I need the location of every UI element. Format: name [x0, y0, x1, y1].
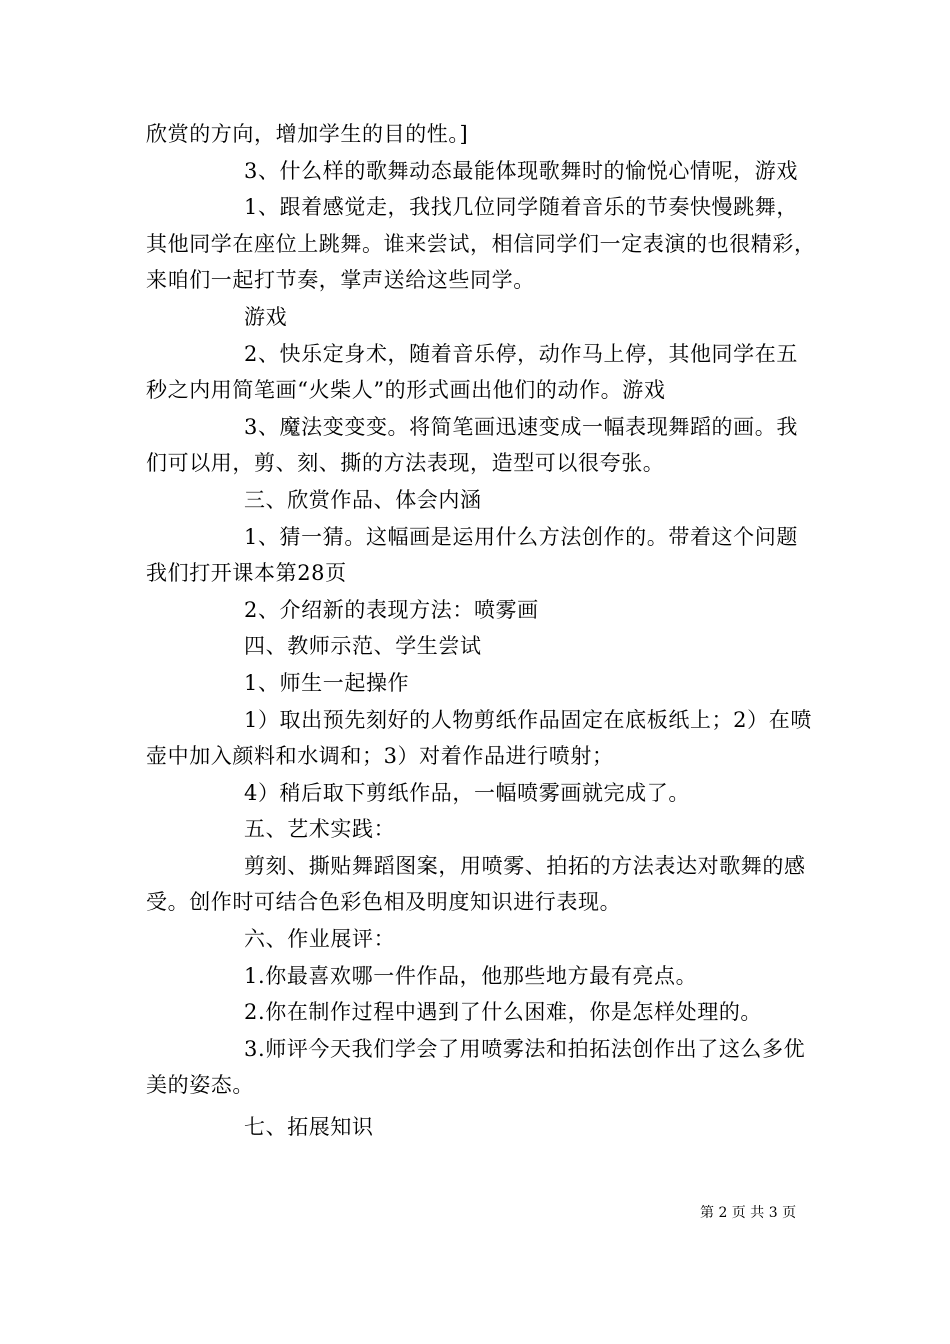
paragraph: 1、跟着感觉走，我找几位同学随着音乐的节奏快慢跳舞，其他同学在座位上跳舞。谁来尝试，相信同学们一定表演的也很精彩，来咱们一起打节奏，掌声送给这些同学。	[146, 195, 816, 293]
section-heading: 四、教师示范、学生尝试	[244, 634, 482, 659]
paragraph: 游戏	[244, 304, 288, 329]
section-heading: 七、拓展知识	[244, 1115, 374, 1140]
page-number-footer: 第 2 页 共 3 页	[700, 1205, 797, 1221]
paragraph: 2.你在制作过程中遇到了什么困难，你是怎样处理的。	[244, 1000, 763, 1025]
paragraph: 1、师生一起操作	[244, 670, 410, 695]
section-heading: 三、欣赏作品、体会内涵	[244, 487, 482, 512]
paragraph: 3、什么样的歌舞动态最能体现歌舞时的愉悦心情呢，游戏	[244, 158, 798, 183]
paragraph: 2、快乐定身术，随着音乐停，动作马上停，其他同学在五秒之内用简笔画“火柴人”的形式画出他们的动作。游戏	[146, 341, 798, 403]
paragraph: 2、介绍新的表现方法：喷雾画	[244, 597, 539, 622]
paragraph: 欣赏的方向，增加学生的目的性。]	[146, 122, 469, 146]
section-heading: 六、作业展评：	[244, 927, 396, 952]
paragraph: 3、魔法变变变。将简笔画迅速变成一幅表现舞蹈的画。我们可以用，剪、刻、撕的方法表现，造型可以很夸张。	[146, 414, 798, 476]
document-body	[146, 116, 818, 1146]
paragraph: 1、猜一猜。这幅画是运用什么方法创作的。带着这个问题我们打开课本第28页	[146, 524, 798, 586]
paragraph: 1.你最喜欢哪一件作品，他那些地方最有亮点。	[244, 963, 698, 988]
paragraph: 剪刻、撕贴舞蹈图案，用喷雾、拍拓的方法表达对歌舞的感受。创作时可结合色彩色相及明度知识进行表现。	[146, 853, 806, 915]
paragraph: 3.师评今天我们学会了用喷雾法和拍拓法创作出了这么多优美的姿态。	[146, 1036, 806, 1098]
section-heading: 五、艺术实践：	[244, 817, 396, 842]
paragraph: 4）稍后取下剪纸作品，一幅喷雾画就完成了。	[244, 780, 690, 805]
paragraph: 1）取出预先刻好的人物剪纸作品固定在底板纸上；2）在喷壶中加入颜料和水调和；3）对着作品进行喷射；	[146, 707, 812, 769]
